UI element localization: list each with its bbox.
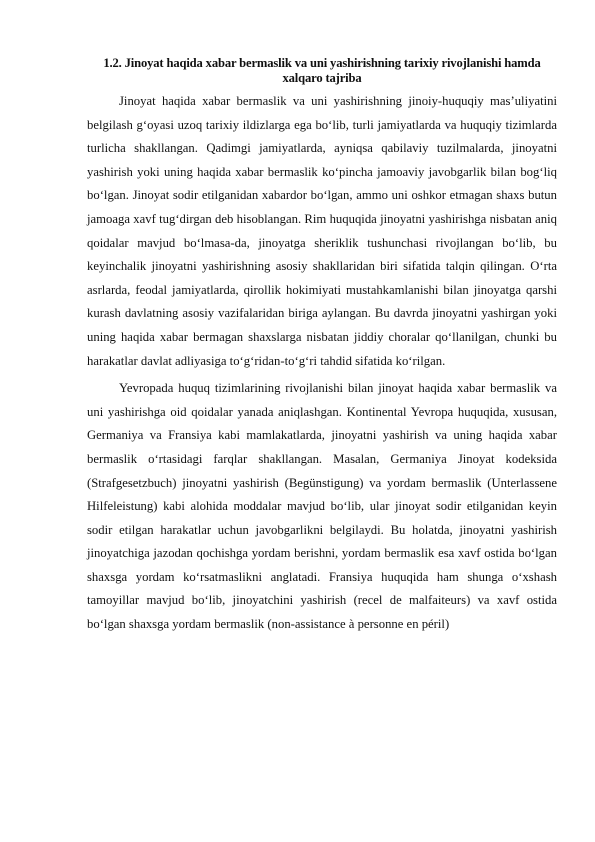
section-heading: 1.2. Jinoyat haqida xabar bermaslik va uni yashirishning tarixiy rivojlanishi hamda xalqaro tajriba [103,56,541,85]
paragraph-1: Jinoyat haqida xabar bermaslik va uni yashirishning jinoiy-huquqiy mas’uliyatini belgilash g‘oyasi uzoq tarixiy ildizlarga ega bo‘lib, turli jamiyatlarda va huquqiy tizimlarda turlicha shakllangan. Qadimgi jamiyatlarda, ayniqsa qabilaviy tuzilmalarda, jinoyatni yashirish yoki uning haqida xabar bermaslik ko‘pincha jamoaviy javobgarlik bilan bog‘liq bo‘lgan. Jinoyat sodir etilganidan xabardor bo‘lgan, ammo uni oshkor etmagan shaxs butun jamoaga xavf tug‘dirgan deb hisoblangan. Rim huquqida jinoyatni yashirishga nisbatan aniq qoidalar mavjud bo‘lmasa-da, jinoyatga sheriklik tushunchasi rivojlangan bo‘lib, bu keyinchalik jinoyatni yashirishning asosiy shakllaridan biri sifatida talqin qilingan. O‘rta asrlarda, feodal jamiyatlarda, qirollik hokimiyati mustahkamlanishi bilan jinoyatga qarshi kurash davlatning asosiy vazifalaridan biriga aylangan. Bu davrda jinoyatni yashirgan yoki uning haqida xabar bermagan shaxslarga nisbatan jiddiy choralar qo‘llanilgan, chunki bu harakatlar davlat adliyasiga to‘g‘ridan-to‘g‘ri tahdid sifatida ko‘rilgan. [87,94,557,368]
paragraph-2: Yevropada huquq tizimlarining rivojlanishi bilan jinoyat haqida xabar bermaslik va uni yashirishga oid qoidalar yanada aniqlashgan. Kontinental Yevropa huquqida, xususan, Germaniya va Fransiya kabi mamlakatlarda, jinoyatni yashirish va uning haqida xabar bermaslik o‘rtasidagi farqlar shakllangan. Masalan, Germaniya Jinoyat kodeksida (Strafgesetzbuch) jinoyatni yashirish (Begünstigung) va yordam bermaslik (Unterlassene Hilfeleistung) kabi alohida moddalar mavjud bo‘lib, ular jinoyat sodir etilganidan keyin sodir etilgan harakatlar uchun javobgarlikni belgilaydi. Bu holatda, jinoyatni yashirish jinoyatchiga jazodan qochishga yordam berishni, yordam bermaslik esa xavf ostida bo‘lgan shaxsga yordam ko‘rsatmaslikni anglatadi. Fransiya huquqida ham shunga o‘xshash tamoyillar mavjud bo‘lib, jinoyatchini yashirish (recel de malfaiteurs) va xavf ostida bo‘lgan shaxsga yordam bermaslik (non-assistance à personne en péril) [87,381,557,632]
document-page [87,56,557,637]
